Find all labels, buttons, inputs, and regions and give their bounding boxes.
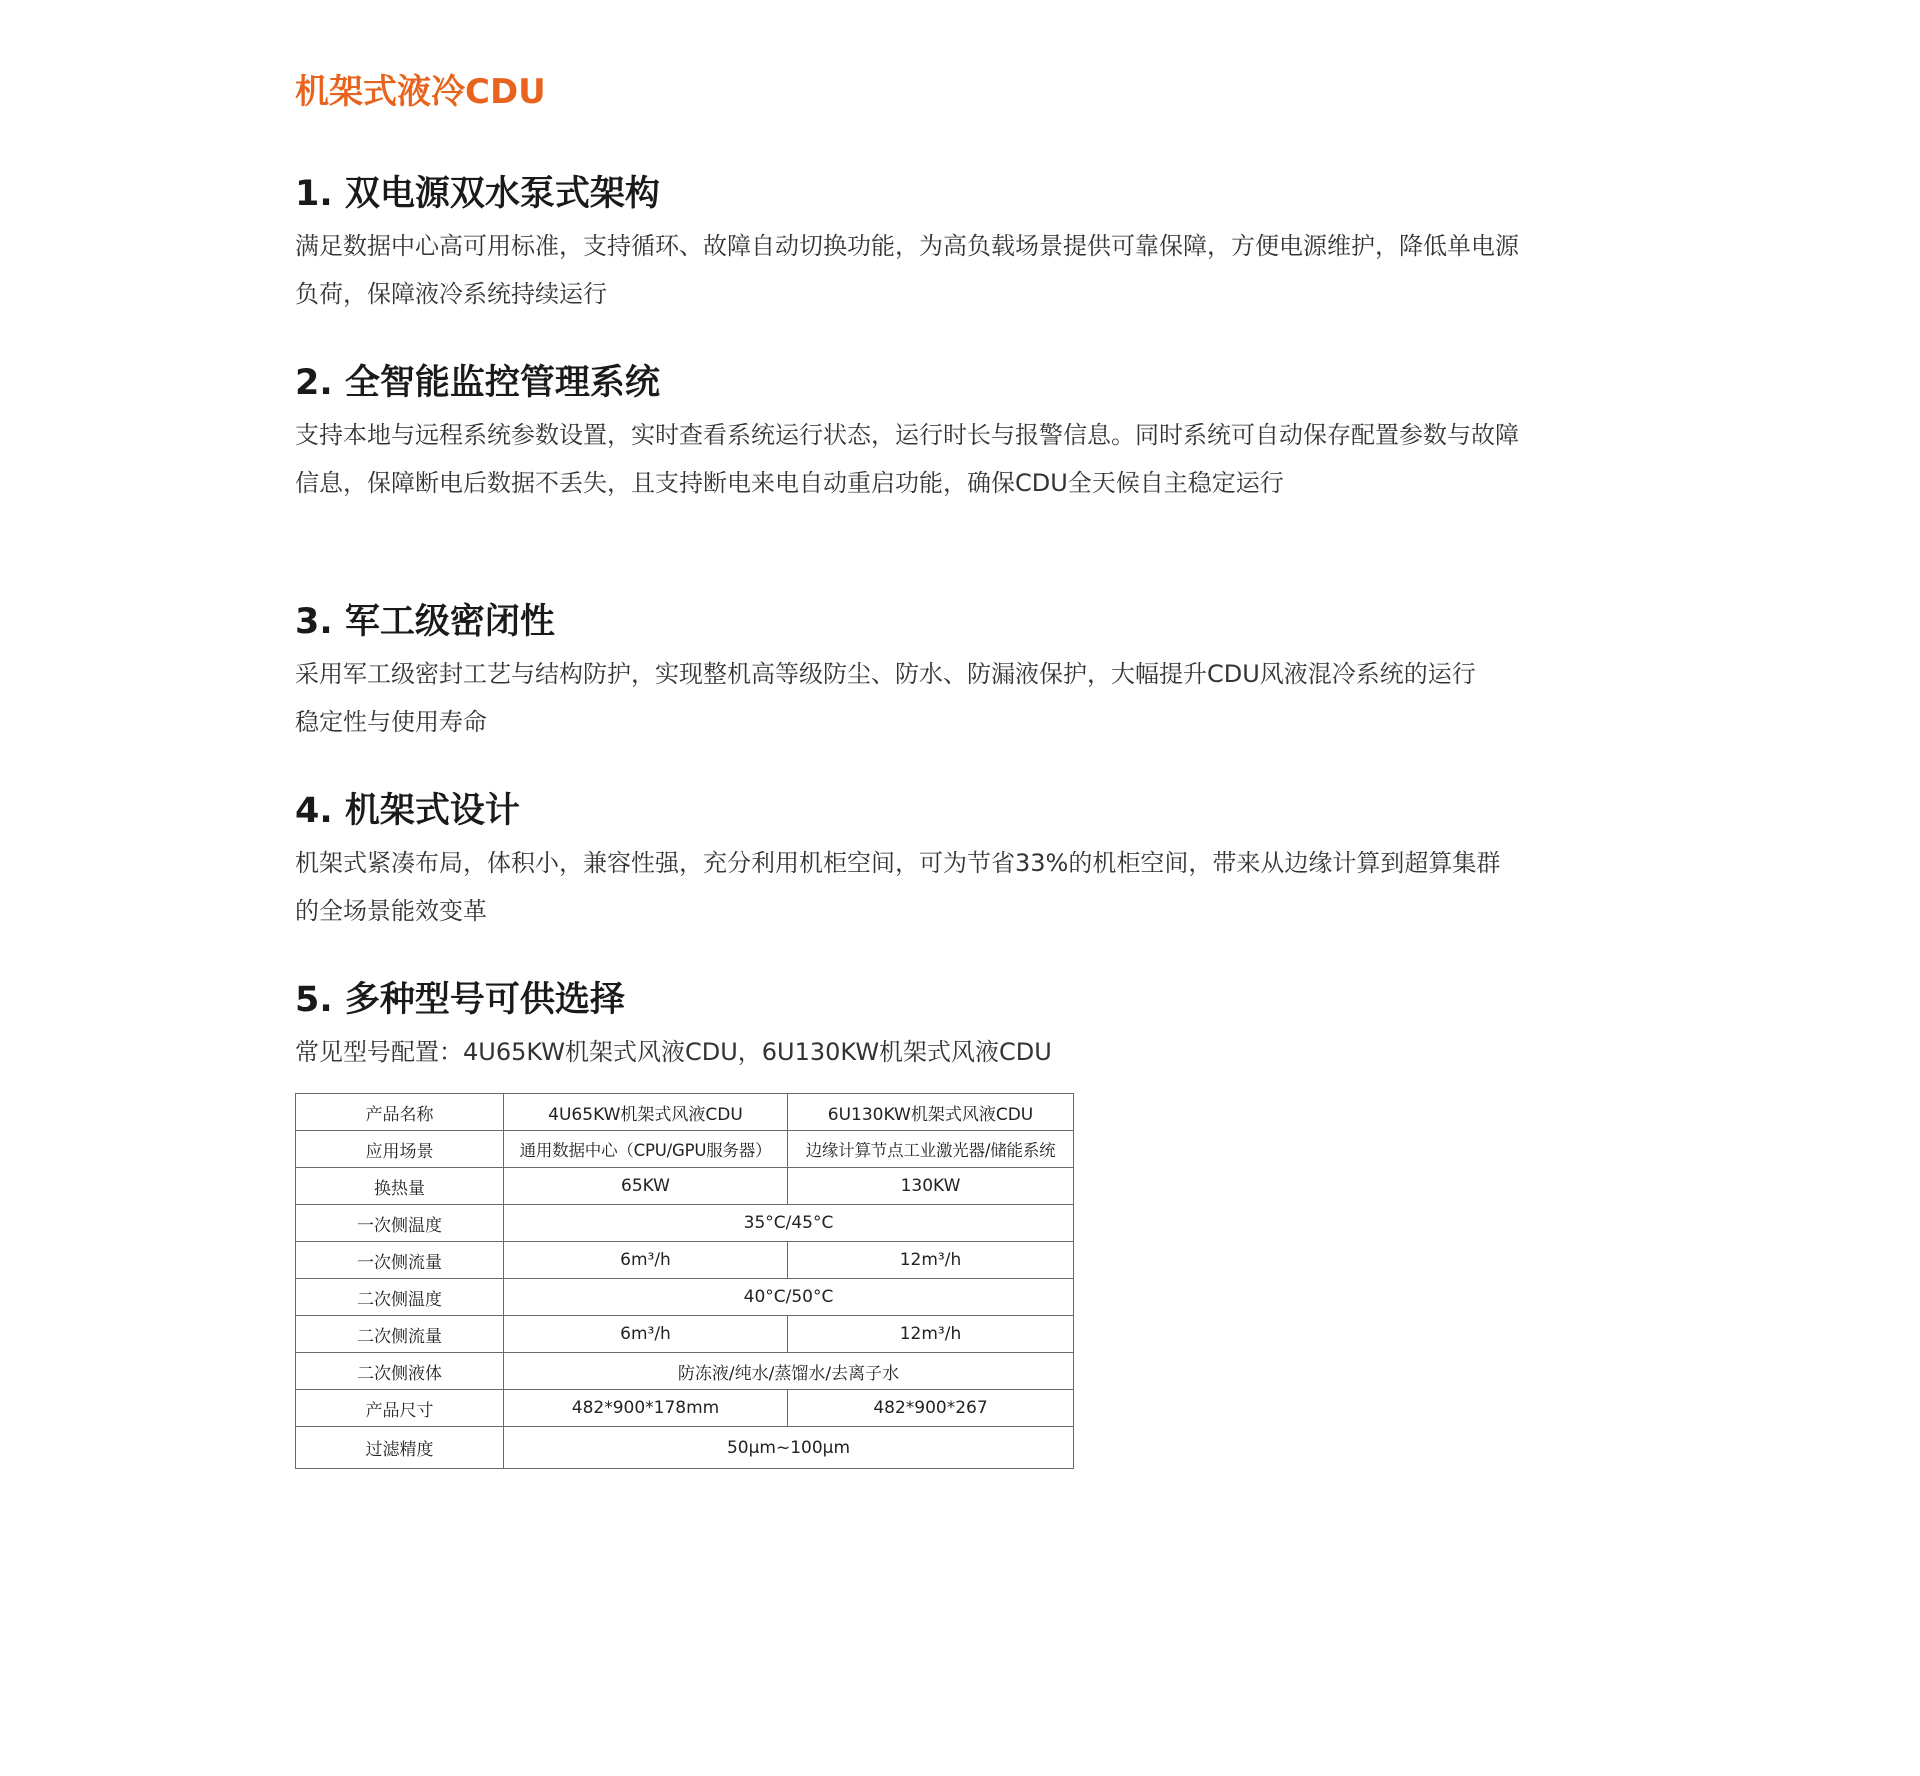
row-label: 二次侧流量	[296, 1316, 504, 1353]
section-body	[295, 650, 1615, 746]
table-row	[296, 1168, 1074, 1205]
body-line: 机架式紧凑布局，体积小，兼容性强，充分利用机柜空间，可为节省33%的机柜空间，带来从边缘计算到超算集群	[295, 849, 1501, 877]
body-line: 满足数据中心高可用标准，支持循环、故障自动切换功能，为高负载场景提供可靠保障，方便电源维护，降低单电源	[295, 232, 1519, 260]
body-line: 稳定性与使用寿命	[295, 708, 487, 736]
section-dual-power	[295, 166, 1615, 318]
body-line: 的全场景能效变革	[295, 897, 487, 925]
row-label: 二次侧液体	[296, 1353, 504, 1390]
body-line: 负荷，保障液冷系统持续运行	[295, 280, 607, 308]
section-body	[295, 1028, 1615, 1076]
body-line: 支持本地与远程系统参数设置，实时查看系统运行状态，运行时长与报警信息。同时系统可自动保存配置参数与故障	[295, 421, 1519, 449]
table-row	[296, 1242, 1074, 1279]
section-heading: 5. 多种型号可供选择	[295, 980, 625, 1020]
spec-table	[295, 1093, 1074, 1469]
table-cell: 12m³/h	[788, 1316, 1074, 1353]
section-heading: 1. 双电源双水泵式架构	[295, 174, 660, 214]
section-rack-design	[295, 783, 1615, 935]
table-row	[296, 1427, 1074, 1469]
table-row	[296, 1205, 1074, 1242]
table-cell: 65KW	[504, 1168, 788, 1205]
table-cell-merged: 防冻液/纯水/蒸馏水/去离子水	[504, 1353, 1074, 1390]
section-heading: 2. 全智能监控管理系统	[295, 363, 660, 403]
table-cell: 130KW	[788, 1168, 1074, 1205]
row-label: 换热量	[296, 1168, 504, 1205]
section-body	[295, 411, 1615, 507]
table-cell: 12m³/h	[788, 1242, 1074, 1279]
table-row	[296, 1094, 1074, 1131]
row-label: 二次侧温度	[296, 1279, 504, 1316]
table-cell: 6U130KW机架式风液CDU	[788, 1094, 1074, 1131]
table-cell-merged: 50μm~100μm	[504, 1427, 1074, 1469]
table-row	[296, 1131, 1074, 1168]
body-line: 采用军工级密封工艺与结构防护，实现整机高等级防尘、防水、防漏液保护，大幅提升CDU风液混冷系统的运行	[295, 660, 1476, 688]
table-cell-merged: 40°C/50°C	[504, 1279, 1074, 1316]
section-body	[295, 222, 1615, 318]
table-cell: 6m³/h	[504, 1242, 788, 1279]
table-row	[296, 1353, 1074, 1390]
table-row	[296, 1390, 1074, 1427]
section-body	[295, 839, 1615, 935]
table-cell: 4U65KW机架式风液CDU	[504, 1094, 788, 1131]
row-label: 产品名称	[296, 1094, 504, 1131]
row-label: 一次侧温度	[296, 1205, 504, 1242]
section-heading: 3. 军工级密闭性	[295, 602, 555, 642]
table-row	[296, 1316, 1074, 1353]
section-sealing	[295, 594, 1615, 746]
table-cell: 通用数据中心（CPU/GPU服务器）	[504, 1131, 788, 1168]
row-label: 一次侧流量	[296, 1242, 504, 1279]
table-cell-merged: 35°C/45°C	[504, 1205, 1074, 1242]
table-cell: 边缘计算节点工业激光器/储能系统	[788, 1131, 1074, 1168]
section-smart-monitoring	[295, 355, 1615, 507]
table-cell: 482*900*267	[788, 1390, 1074, 1427]
table-row	[296, 1279, 1074, 1316]
row-label: 应用场景	[296, 1131, 504, 1168]
section-heading: 4. 机架式设计	[295, 791, 520, 831]
body-line: 常见型号配置：4U65KW机架式风液CDU，6U130KW机架式风液CDU	[295, 1038, 1052, 1066]
body-line: 信息，保障断电后数据不丢失，且支持断电来电自动重启功能，确保CDU全天候自主稳定运行	[295, 469, 1284, 497]
table-cell: 6m³/h	[504, 1316, 788, 1353]
section-models	[295, 972, 1615, 1076]
row-label: 过滤精度	[296, 1427, 504, 1469]
page-title: 机架式液冷CDU	[295, 72, 546, 112]
row-label: 产品尺寸	[296, 1390, 504, 1427]
table-cell: 482*900*178mm	[504, 1390, 788, 1427]
